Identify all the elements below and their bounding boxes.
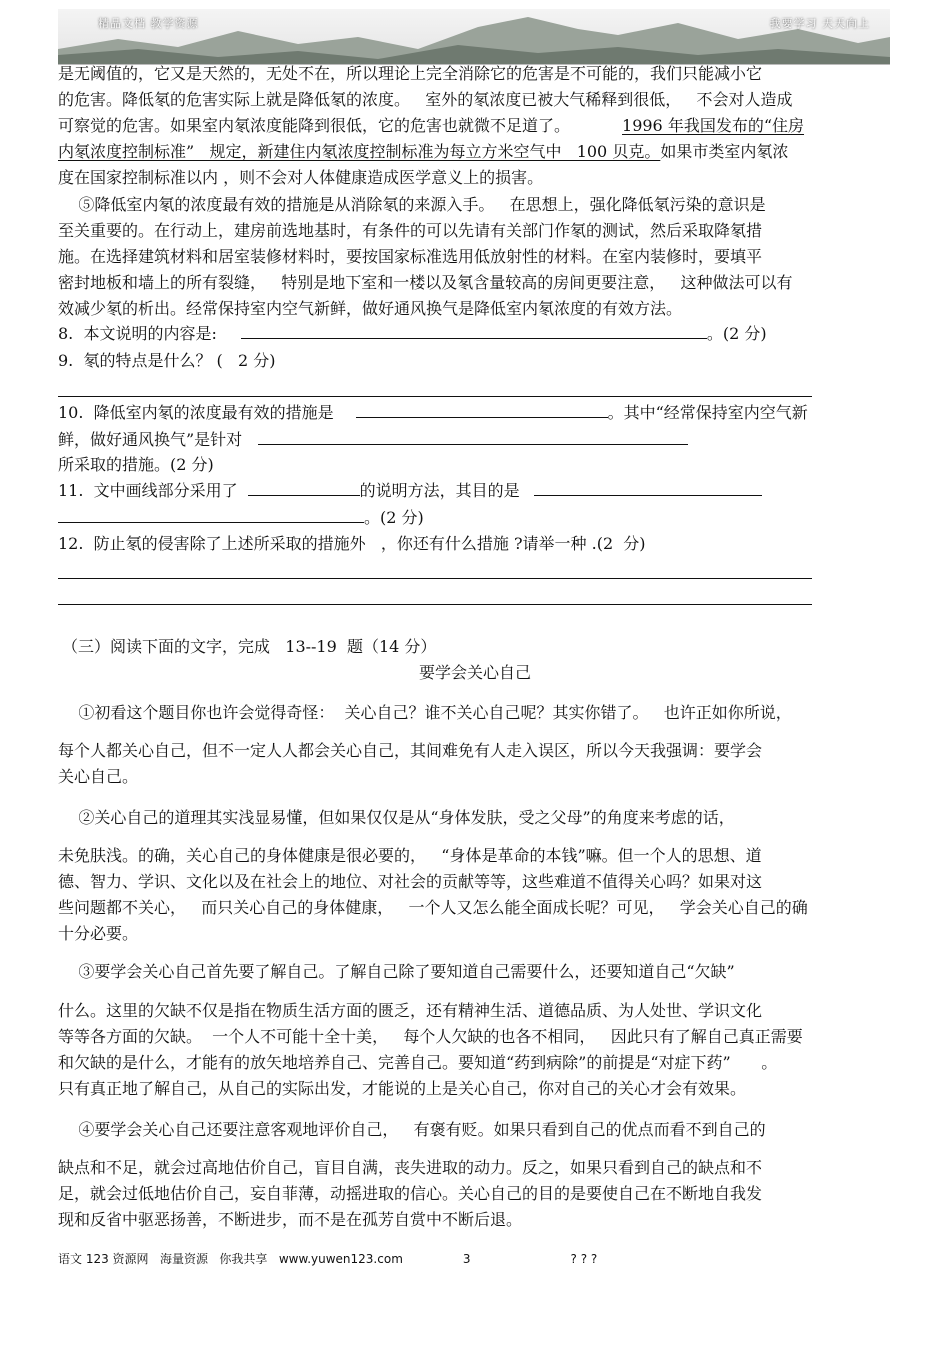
- question-12: 12. 防止氡的侵害除了上述所采取的措施外 ，你还有什么措施 ?请举一种 .(2 分): [58, 534, 646, 553]
- banner-left-text: 精品文档 教学资源: [98, 17, 199, 30]
- text-span: 如果市类室内氡浓: [660, 142, 789, 161]
- question-text: 11. 文中画线部分采用了: [58, 481, 238, 500]
- question-text: 鲜，做好通风换气”是针对: [58, 430, 243, 449]
- answer-blank[interactable]: [356, 403, 608, 418]
- text-line: 至关重要的。在行动上，建房前选地基时，有条件的可以先请有关部门作氡的测试，然后采取降氡措: [58, 221, 763, 240]
- page-footer: [58, 1250, 597, 1267]
- question-text: 10. 降低室内氡的浓度最有效的措施是: [58, 403, 334, 422]
- question-tail: 。其中“经常保持室内空气新: [607, 403, 808, 422]
- answer-blank[interactable]: [241, 324, 707, 339]
- underlined-text: 内氡浓度控制标准” 规定，新建住内氡浓度控制标准为每立方米空气中 100 贝克。: [58, 142, 661, 161]
- question-10-line3: 所采取的措施。(2 分): [58, 455, 214, 474]
- question-11: [58, 481, 762, 501]
- footer-site: 语文 123 资源网 海量资源 你我共享 www.yuwen123.com: [58, 1252, 403, 1266]
- banner-right-text: 我要学习 天天向上: [769, 17, 870, 30]
- question-8: [58, 324, 767, 344]
- text-line: 未免肤浅。的确，关心自己的身体健康是很必要的， “身体是革命的本钱”嘛。但一个人的思想、道: [58, 846, 762, 865]
- text-span: 可察觉的危害。如果室内氡浓度能降到很低，它的危害也就微不足道了。: [58, 116, 571, 135]
- text-line: ③要学会关心自己首先要了解自己。了解自己除了要知道自己需要什么，还要知道自己“欠缺”: [58, 962, 735, 981]
- question-tail: 。(2 分): [364, 508, 424, 527]
- text-line: ⑤降低室内氡的浓度最有效的措施是从消除氡的来源入手。 在思想上，强化降低氡污染的意识是: [58, 195, 766, 214]
- question-text: 的说明方法，其目的是: [359, 481, 520, 500]
- answer-blank[interactable]: [248, 481, 360, 496]
- text-line: 些问题都不关心， 而只关心自己的身体健康， 一个人又怎么能全面成长呢？可见， 学会关心自己的确: [58, 898, 808, 917]
- text-line: 效减少氡的析出。经常保持室内空气新鲜，做好通风换气是降低室内氡浓度的有效方法。: [58, 299, 683, 318]
- answer-blank[interactable]: [58, 508, 364, 523]
- text-line: 密封地板和墙上的所有裂缝， 特别是地下室和一楼以及氡含量较高的房间更要注意， 这种做法可以有: [58, 273, 793, 292]
- text-line: 现和反省中驱恶扬善，不断进步，而不是在孤芳自赏中不断后退。: [58, 1210, 523, 1229]
- text-line: ①初看这个题目你也许会觉得奇怪： 关心自己？谁不关心自己呢？其实你错了。 也许正如你所说，: [58, 703, 792, 722]
- text-line: [58, 116, 804, 136]
- text-line: 的危害。降低氡的危害实际上就是降低氡的浓度。 室外的氡浓度已被大气稀释到很低， 不会对人造成: [58, 90, 793, 109]
- text-line: 度在国家控制标准以内 ，则不会对人体健康造成医学意义上的损害。: [58, 168, 544, 187]
- answer-blank[interactable]: [258, 430, 688, 445]
- text-line: 每个人都关心自己，但不一定人人都会关心自己，其间难免有人走入误区，所以今天我强调：要学会: [58, 741, 763, 760]
- essay-title: 要学会关心自己: [418, 663, 531, 682]
- question-10: [58, 403, 808, 423]
- header-banner: [58, 9, 890, 65]
- text-line: 施。在选择建筑材料和居室装修材料时，要按国家标准选用低放射性的材料。在室内装修时，要填平: [58, 247, 763, 266]
- text-line: ④要学会关心自己还要注意客观地评价自己， 有褒有贬。如果只看到自己的优点而看不到自己的: [58, 1120, 766, 1139]
- answer-line[interactable]: [58, 604, 812, 605]
- underlined-text: 1996 年我国发布的“住房: [622, 116, 805, 135]
- text-line: 只有真正地了解自己，从自己的实际出发，才能说的上是关心自己，你对自己的关心才会有效果。: [58, 1079, 747, 1098]
- text-line: 关心自己。: [58, 767, 139, 786]
- answer-line[interactable]: [58, 396, 812, 397]
- question-tail: 。(2 分): [706, 324, 767, 343]
- question-9: 9. 氡的特点是什么？ ( 2 分): [58, 351, 276, 370]
- page-number: 3: [462, 1252, 471, 1266]
- answer-blank[interactable]: [534, 481, 762, 496]
- text-line: 德、智力、学识、文化以及在社会上的地位、对社会的贡献等等，这些难道不值得关心吗？如果对这: [58, 872, 763, 891]
- text-line: ②关心自己的道理其实浅显易懂，但如果仅仅是从“身体发肤，受之父母”的角度来考虑的话，: [58, 808, 735, 827]
- question-11-line2: [58, 508, 424, 528]
- question-10-line2: [58, 430, 688, 450]
- text-line: 缺点和不足，就会过高地估价自己，盲目自满，丧失进取的动力。反之，如果只看到自己的缺点和不: [58, 1158, 763, 1177]
- answer-line[interactable]: [58, 578, 812, 579]
- text-line: 足，就会过低地估价自己，妄自菲薄，动摇进取的信心。关心自己的目的是要使自己在不断地自我发: [58, 1184, 763, 1203]
- text-line: 等等各方面的欠缺。 一个人不可能十全十美， 每个人欠缺的也各不相同， 因此只有了解自己真正需要: [58, 1027, 803, 1046]
- section-heading: （三）阅读下面的文字，完成 13--19 题（14 分）: [62, 637, 437, 656]
- footer-tail: ? ? ?: [570, 1252, 598, 1266]
- text-line: 十分必要。: [58, 924, 139, 943]
- question-text: 8. 本文说明的内容是:: [58, 324, 217, 343]
- text-line: 什么。这里的欠缺不仅是指在物质生活方面的匮乏，还有精神生活、道德品质、为人处世、学识文化: [58, 1001, 763, 1020]
- text-line: 是无阈值的，它又是天然的，无处不在，所以理论上完全消除它的危害是不可能的，我们只能减小它: [58, 64, 763, 83]
- text-line: [58, 142, 788, 162]
- text-line: 和欠缺的是什么，才能有的放矢地培养自己、完善自己。要知道“药到病除”的前提是“对症下药” 。: [58, 1053, 778, 1072]
